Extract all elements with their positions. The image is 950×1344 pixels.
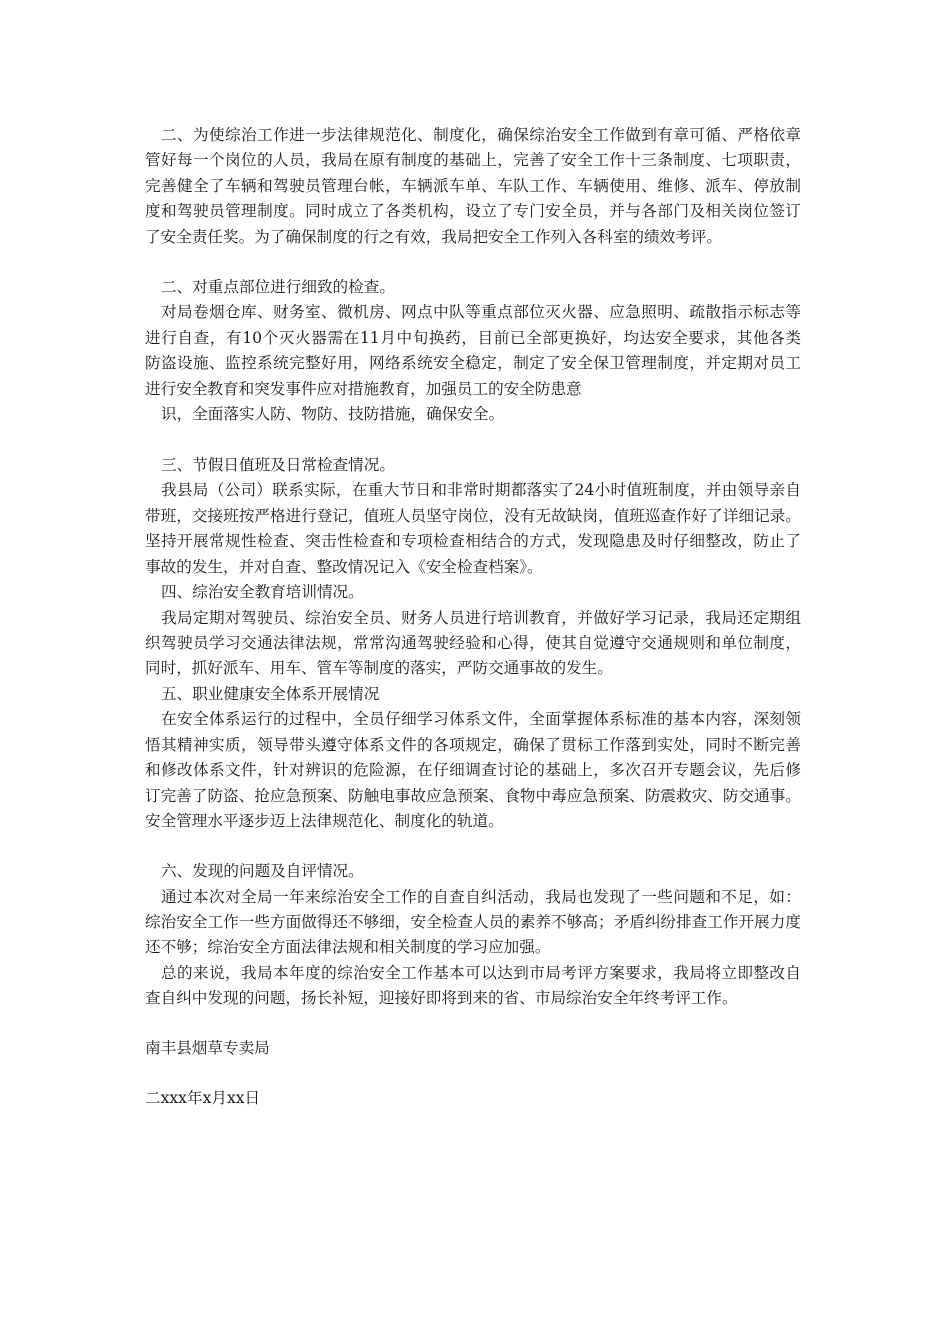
text-line: 三、节假日值班及日常检查情况。 <box>161 456 395 474</box>
text-line: 综治安全工作一些方面做得还不够细，安全检查人员的素养不够高；矛盾纠纷排查工作开展力度 <box>145 913 801 931</box>
text-line: 识，全面落实人防、物防、技防措施，确保安全。 <box>161 405 505 423</box>
text-line: 在安全体系运行的过程中，全员仔细学习体系文件，全面掌握体系标准的基本内容，深刻领 <box>161 710 801 728</box>
text-line: 了安全责任奖。为了确保制度的行之有效，我局把安全工作列入各科室的绩效考评。 <box>145 228 722 246</box>
text-line: 度和驾驶员管理制度。同时成立了各类机构，设立了专门安全员，并与各部门及相关岗位签订 <box>145 202 801 220</box>
text-line: 事故的发生，并对自查、整改情况记入《安全检查档案》。 <box>145 558 543 576</box>
text-line: 坚持开展常规性检查、突击性检查和专项检查相结合的方式，发现隐患及时仔细整改，防止了 <box>145 532 801 550</box>
text-line: 带班，交接班按严格进行登记，值班人员坚守岗位，没有无故缺岗，值班巡查作好了详细记录。 <box>145 507 801 525</box>
text-line: 悟其精神实质，领导带头遵守体系文件的各项规定，确保了贯标工作落到实处，同时不断完善 <box>145 736 801 754</box>
text-line: 我局定期对驾驶员、综治安全员、财务人员进行培训教育，并做好学习记录，我局还定期组 <box>161 609 801 627</box>
text-line: 进行自查，有10个灭火器需在11月中旬换药，目前已全部更换好，均达安全要求，其他各类 <box>145 329 801 347</box>
text-line: 完善健全了车辆和驾驶员管理台帐，车辆派车单、车队工作、车辆使用、维修、派车、停放制 <box>145 177 801 195</box>
text-line: 还不够；综治安全方面法律法规和相关制度的学习应加强。 <box>145 938 551 956</box>
text-line: 我县局（公司）联系实际，在重大节日和非常时期都落实了24小时值班制度，并由领导亲自 <box>161 481 801 499</box>
text-line: 总的来说，我局本年度的综治安全工作基本可以达到市局考评方案要求，我局将立即整改自 <box>161 964 801 982</box>
text-line: 管好每一个岗位的人员，我局在原有制度的基础上，完善了安全工作十三条制度、七项职责， <box>145 151 801 169</box>
text-line: 织驾驶员学习交通法律法规，常常沟通驾驶经验和心得，使其自觉遵守交通规则和单位制度， <box>145 634 801 652</box>
text-line: 订完善了防盗、抢应急预案、防触电事故应急预案、食物中毒应急预案、防震救灾、防交通事。 <box>145 787 801 805</box>
text-line: 二、为使综治工作进一步法律规范化、制度化，确保综治安全工作做到有章可循、严格依章 <box>161 126 801 144</box>
text-line: 四、综治安全教育培训情况。 <box>161 583 364 601</box>
text-line: 安全管理水平逐步迈上法律规范化、制度化的轨道。 <box>145 812 504 830</box>
signature-org: 南丰县烟草专卖局 <box>145 1039 270 1057</box>
text-line: 和修改体系文件，针对辨识的危险源，在仔细调查讨论的基础上，多次召开专题会议，先后修 <box>145 761 801 779</box>
text-line: 二、对重点部位进行细致的检查。 <box>161 278 395 296</box>
text-line: 查自纠中发现的问题，扬长补短，迎接好即将到来的省、市局综治安全年终考评工作。 <box>145 989 738 1007</box>
text-line: 对局卷烟仓库、财务室、微机房、网点中队等重点部位灭火器、应急照明、疏散指示标志等 <box>161 303 801 321</box>
text-line: 通过本次对全局一年来综治安全工作的自查自纠活动，我局也发现了一些问题和不足，如： <box>161 888 801 906</box>
text-line: 五、职业健康安全体系开展情况 <box>161 685 380 703</box>
text-line: 防盗设施、监控系统完整好用，网络系统安全稳定，制定了安全保卫管理制度，并定期对员工 <box>145 354 801 372</box>
text-line: 进行安全教育和突发事件应对措施教育，加强员工的安全防患意 <box>145 380 582 398</box>
text-line: 同时，抓好派车、用车、管车等制度的落实，严防交通事故的发生。 <box>145 659 613 677</box>
text-line: 六、发现的问题及自评情况。 <box>161 862 364 880</box>
signature-date: 二xxx年x月xx日 <box>145 1089 261 1107</box>
